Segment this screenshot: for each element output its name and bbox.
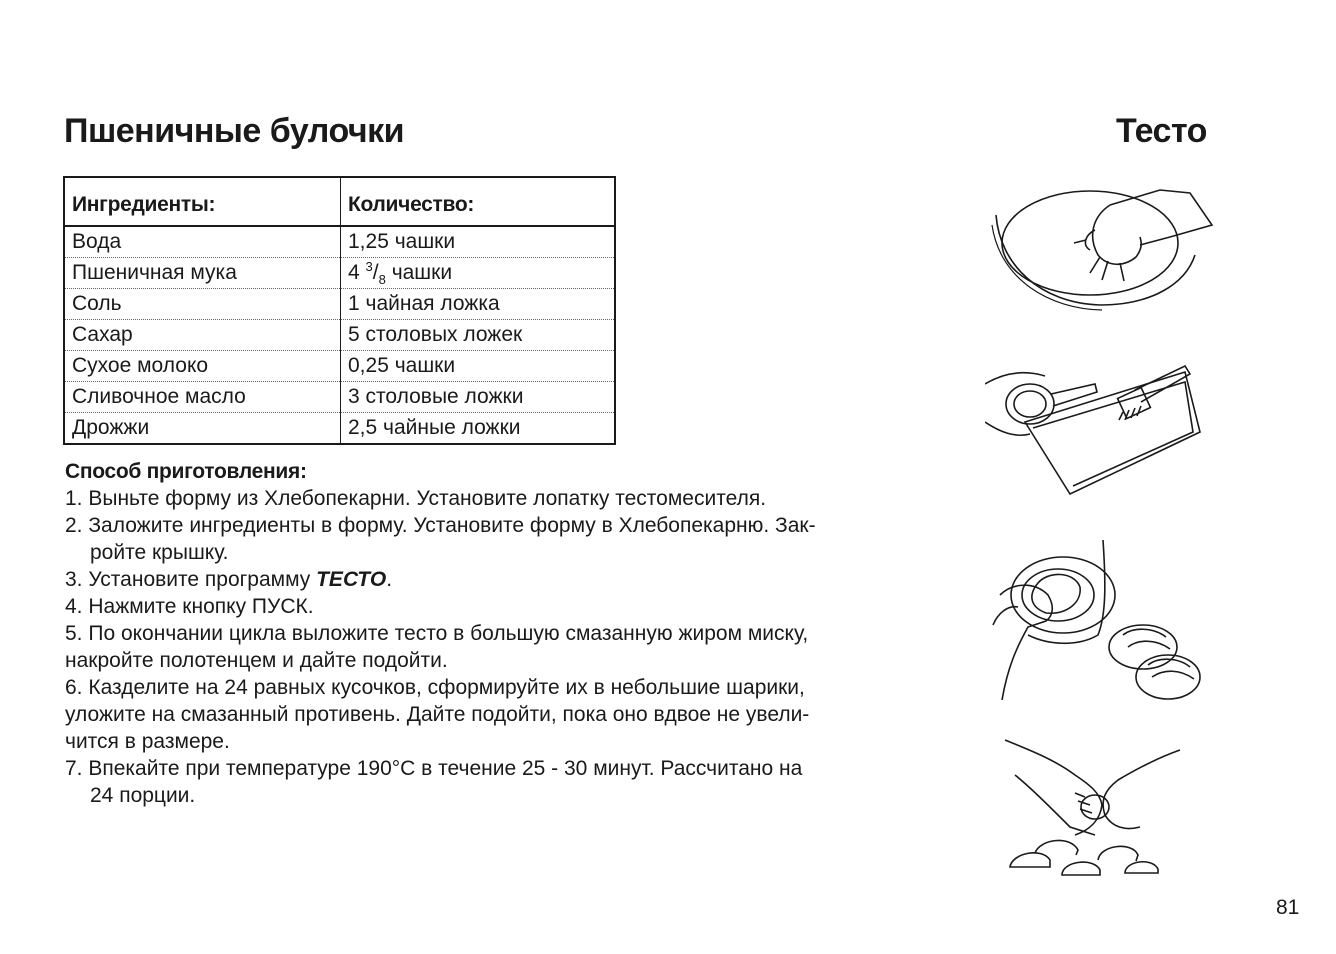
page-title: Пшеничные булочки: [64, 112, 405, 150]
table-row: [64, 289, 615, 320]
method-step-7: [65, 755, 905, 809]
quantity-whole: 4: [348, 260, 360, 284]
greasing-pan-illustration: [985, 362, 1205, 502]
method-section: [65, 458, 905, 809]
ingredient-name: Сахар: [64, 320, 341, 351]
step-2-line-1: 2. Заложите ингредиенты в форму. Установите форму в Хлебопекарню. Зак-: [65, 514, 816, 537]
step-3-end: .: [386, 568, 393, 591]
method-step-4: 4. Нажмите кнопку ПУСК.: [65, 595, 314, 618]
ingredient-name: Дрожжи: [64, 413, 341, 445]
table-header-row: [64, 177, 615, 226]
method-step-3: [65, 566, 905, 593]
ingredient-quantity: 1 чайная ложка: [341, 289, 616, 320]
step-7-line-2: 24 порции.: [90, 784, 196, 807]
rolling-balls-illustration: [1000, 735, 1200, 880]
step-6-line-3: чится в размере.: [65, 730, 230, 753]
fraction-denominator: 8: [378, 272, 386, 288]
ingredient-name: Вода: [64, 226, 341, 258]
method-step-5: [65, 620, 905, 674]
table-row: [64, 382, 615, 413]
table-row: [64, 320, 615, 351]
ingredient-quantity: 4 $^3/_8$ чашки: [341, 258, 616, 289]
method-title: Способ приготовления:: [65, 460, 307, 483]
step-5-line-1: 5. По окончании цикла выложите тесто в большую смазанную жиром миску,: [65, 622, 809, 645]
ingredient-quantity: 0,25 чашки: [341, 351, 616, 382]
shaping-dough-illustration: [988, 535, 1208, 705]
column-header-ingredients: Ингредиенты:: [64, 177, 341, 226]
fraction-numerator: 3: [365, 258, 373, 274]
method-step-1: 1. Выньте форму из Хлебопекарни. Установите лопатку тестомесителя.: [65, 487, 767, 510]
ingredient-quantity: 5 столовых ложек: [341, 320, 616, 351]
section-title: Тесто: [1116, 112, 1207, 150]
step-2-line-2: ройте крышку.: [90, 541, 229, 564]
table-row: [64, 258, 615, 289]
ingredient-name: Соль: [64, 289, 341, 320]
step-6-line-2: уложите на смазанный противень. Дайте подойти, пока оно вдвое не увели-: [65, 703, 810, 726]
program-name: ТЕСТО: [316, 568, 387, 591]
table-row: [64, 413, 615, 445]
step-5-line-2: накройте полотенцем и дайте подойти.: [65, 649, 448, 672]
column-header-quantity: Количество:: [341, 177, 616, 226]
table-row: [64, 351, 615, 382]
ingredient-name: Сухое молоко: [64, 351, 341, 382]
step-3-text: 3. Установите программу: [65, 568, 317, 591]
ingredient-name: Пшеничная мука: [64, 258, 341, 289]
step-7-line-1: 7. Впекайте при температуре 190°С в течение 25 - 30 минут. Рассчитано на: [65, 757, 803, 780]
method-step-2: [65, 512, 905, 566]
ingredient-quantity: 2,5 чайные ложки: [348, 416, 521, 439]
step-6-line-1: 6. Казделите на 24 равных кусочков, сформируйте их в небольшие шарики,: [65, 676, 805, 699]
page-number: 81: [1276, 896, 1300, 919]
ingredients-table: [63, 176, 616, 445]
method-step-6: [65, 674, 905, 755]
ingredient-name: Сливочное масло: [64, 382, 341, 413]
bowl-kneading-illustration: [990, 185, 1215, 315]
quantity-unit: чашки: [391, 260, 453, 284]
table-row: [64, 226, 615, 258]
ingredient-quantity: 3 столовые ложки: [341, 382, 616, 413]
ingredient-quantity: 1,25 чашки: [341, 226, 616, 258]
